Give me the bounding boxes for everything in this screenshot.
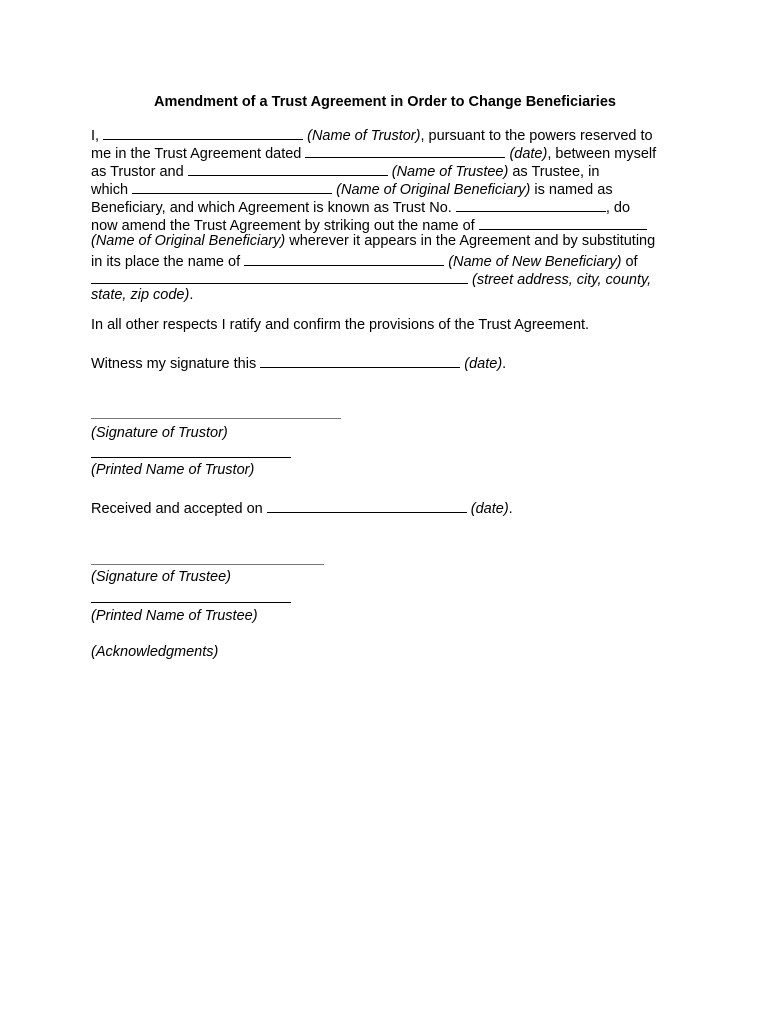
original-beneficiary-blank[interactable] bbox=[132, 178, 332, 194]
paragraph-line bbox=[91, 160, 691, 178]
witness-paragraph bbox=[91, 352, 691, 370]
trustee-name-label: (Name of Trustee) bbox=[391, 164, 509, 180]
text-segment: I, bbox=[91, 128, 100, 144]
original-beneficiary-label: (Name of Original Beneficiary) bbox=[336, 182, 531, 198]
trustor-signature-label: (Signature of Trustor) bbox=[91, 425, 228, 441]
trustee-signature-line[interactable] bbox=[91, 564, 324, 565]
trustor-name-blank[interactable] bbox=[103, 124, 303, 140]
text-segment: Beneficiary, and which Agreement is known as Trust No. bbox=[91, 200, 452, 216]
paragraph-line bbox=[91, 268, 691, 286]
main-paragraph bbox=[91, 124, 691, 304]
date-label: (date) bbox=[464, 356, 503, 372]
text-segment: now amend the Trust Agreement by striking out the name of bbox=[91, 218, 475, 234]
new-beneficiary-label: (Name of New Beneficiary) bbox=[448, 254, 622, 270]
date-label: (date) bbox=[509, 146, 548, 162]
trustee-signature-label: (Signature of Trustee) bbox=[91, 569, 231, 585]
paragraph-line bbox=[91, 214, 691, 232]
text-segment: me in the Trust Agreement dated bbox=[91, 146, 302, 162]
text-segment: , between myself bbox=[547, 146, 657, 162]
trustee-printed-name-label: (Printed Name of Trustee) bbox=[91, 608, 258, 624]
ratify-paragraph bbox=[91, 316, 691, 334]
agreement-date-blank[interactable] bbox=[305, 142, 505, 158]
text-segment: wherever it appears in the Agreement and by substituting bbox=[285, 233, 656, 249]
received-paragraph bbox=[91, 497, 691, 515]
state-zip-label: state, zip code) bbox=[91, 287, 190, 303]
date-label: (date) bbox=[470, 501, 509, 517]
text-segment: in its place the name of bbox=[91, 254, 241, 270]
text-segment: of bbox=[621, 254, 638, 270]
paragraph-line bbox=[91, 124, 691, 142]
trustor-name-label: (Name of Trustor) bbox=[307, 128, 421, 144]
text-segment: . bbox=[189, 287, 194, 303]
text-segment: as Trustee, in bbox=[508, 164, 600, 180]
trustor-printed-name-label: (Printed Name of Trustor) bbox=[91, 462, 255, 478]
paragraph-line bbox=[91, 286, 691, 304]
witness-date-blank[interactable] bbox=[260, 352, 460, 368]
witness-text: Witness my signature this bbox=[91, 356, 257, 372]
paragraph-line bbox=[91, 250, 691, 268]
received-text: Received and accepted on bbox=[91, 501, 263, 517]
paragraph-line bbox=[91, 142, 691, 160]
trustor-printed-name-line[interactable] bbox=[91, 457, 291, 458]
trustor-signature-line[interactable] bbox=[91, 418, 341, 419]
struck-beneficiary-blank[interactable] bbox=[479, 214, 647, 230]
text-segment: is named as bbox=[530, 182, 613, 198]
address-label: (street address, city, county, bbox=[472, 272, 652, 288]
trustee-printed-name-line[interactable] bbox=[91, 602, 291, 603]
document-title: Amendment of a Trust Agreement in Order to Change Beneficiaries bbox=[154, 94, 616, 110]
acknowledgments-label: (Acknowledgments) bbox=[91, 644, 219, 660]
paragraph-line bbox=[91, 232, 691, 250]
original-beneficiary-label: (Name of Original Beneficiary) bbox=[91, 233, 286, 249]
text-segment: , do bbox=[605, 200, 631, 216]
new-beneficiary-blank[interactable] bbox=[244, 250, 444, 266]
paragraph-line bbox=[91, 196, 691, 214]
received-date-blank[interactable] bbox=[267, 497, 467, 513]
text-segment: . bbox=[502, 356, 507, 372]
text-segment: . bbox=[508, 501, 513, 517]
text-segment: which bbox=[91, 182, 129, 198]
text-segment: , pursuant to the powers reserved to bbox=[420, 128, 653, 144]
text-segment: as Trustor and bbox=[91, 164, 184, 180]
ratify-text: In all other respects I ratify and confirm the provisions of the Trust Agreement. bbox=[91, 317, 590, 333]
trust-number-blank[interactable] bbox=[456, 196, 606, 212]
trustee-name-blank[interactable] bbox=[188, 160, 388, 176]
address-blank[interactable] bbox=[91, 268, 468, 284]
paragraph-line bbox=[91, 178, 691, 196]
